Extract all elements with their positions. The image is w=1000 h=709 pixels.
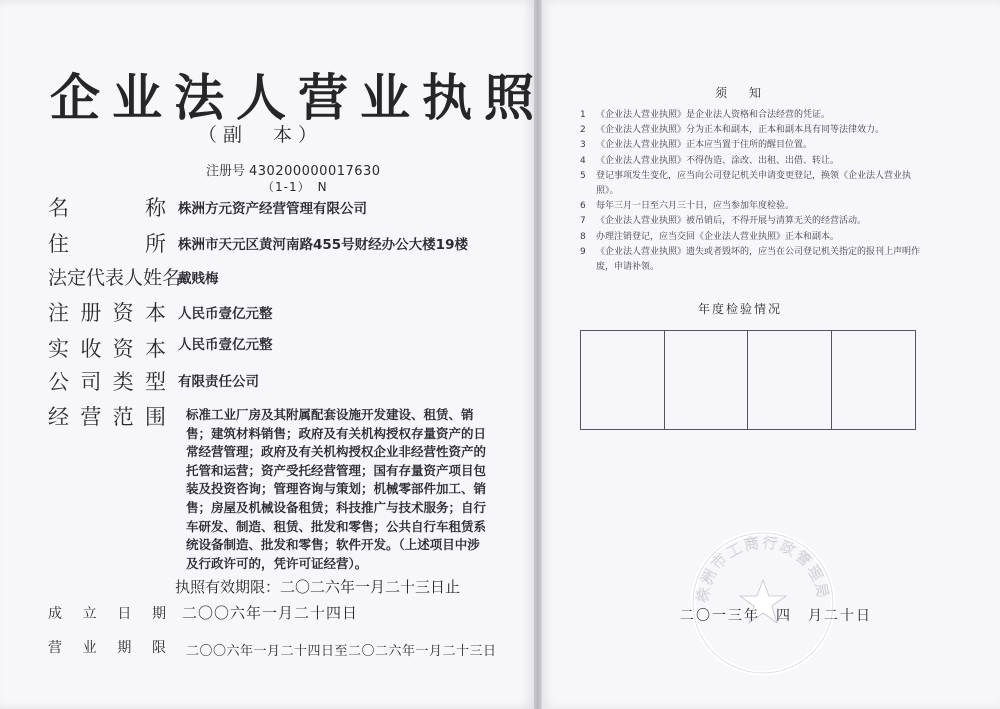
inspection-cell [581, 331, 665, 429]
established-label: 成 立 日 期 [48, 606, 166, 622]
annual-inspection-title: 年度检验情况 [698, 302, 783, 316]
copy-subtitle: （副 本） [198, 124, 324, 146]
annual-inspection-grid [580, 330, 916, 430]
notice-item: 5 登记事项发生变化，应当向公司登记机关申请变更登记，换领《企业法人营业执照》。 [580, 170, 912, 197]
inspection-cell [665, 331, 749, 429]
paid-capital-value: 人民币壹亿元整 [178, 337, 273, 353]
notice-item: 6 每年三月一日至六月三十日，应当参加年度检验。 [580, 201, 795, 212]
business-term-value: 二〇〇六年一月二十四日至二〇二六年一月二十三日 [186, 644, 497, 659]
registration-number [206, 160, 381, 179]
issue-date: 二〇一三年 四 月二十日 [680, 608, 872, 624]
company-type-label: 公 司 类 型 [48, 370, 166, 394]
registration-value: 430200000017630 [249, 164, 381, 179]
seal-text: 株洲市工商行政管理局 [693, 533, 833, 604]
company-type-value: 有限责任公司 [178, 374, 259, 390]
official-seal-icon [688, 528, 838, 678]
scope-label: 经 营 范 围 [48, 405, 166, 429]
legal-rep-value: 戴贱梅 [178, 271, 219, 287]
registration-subcode: （1-1） N [262, 180, 328, 194]
notice-item: 7 《企业法人营业执照》被吊销后，不得开展与清算无关的经营活动。 [580, 216, 867, 227]
registration-label: 注册号 [206, 164, 246, 179]
name-label: 名 称 [48, 196, 166, 220]
notice-item: 1 《企业法人营业执照》是企业法人资格和合法经营的凭证。 [580, 110, 831, 120]
notice-item: 3 《企业法人营业执照》正本应当置于住所的醒目位置。 [580, 140, 813, 151]
inspection-cell [748, 331, 832, 429]
paid-capital-label: 实 收 资 本 [48, 337, 166, 361]
established-value: 二〇〇六年一月二十四日 [182, 604, 359, 622]
license-title: 企业法人营业执照 [50, 68, 546, 127]
address-label: 住 所 [48, 232, 166, 256]
inspection-cell [832, 331, 916, 429]
validity-label: 执照有效期限： [175, 578, 281, 596]
notice-item: 4 《企业法人营业执照》不得伪造、涂改、出租、出借、转让。 [580, 155, 840, 166]
legal-rep-label: 法定代表人姓名 [48, 267, 182, 289]
notice-item: 8 办理注销登记，应当交回《企业法人营业执照》正本和副本。 [580, 231, 840, 242]
license-validity [175, 576, 460, 597]
notice-list [580, 108, 920, 275]
registered-capital-label: 注 册 资 本 [48, 301, 166, 325]
business-scope: 标准工业厂房及其附属配套设施开发建设、租赁、销售；建筑材料销售；政府及有关机构授权存量资产的日常经营管理；政府及有关机构授权企业非经营性资产的托管和运营；资产受托经营管理；国有存量资产项目包装及投资咨询；管理咨询与策划；机械零部件加工、销售；房屋及机械设备租赁；科技推广与技术服务；自行车研发、制造、租赁、批发和零售；公共自行车租赁系统设备制造、批发和零售；软件开发。（上述项目中涉及行政许可的，凭许可证经营）。 [186, 407, 487, 571]
notice-item: 9 《企业法人营业执照》遗失或者毁坏的，应当在公司登记机关指定的报刊上声明作废，申请补领。 [580, 246, 921, 273]
notice-title: 须知 [715, 86, 784, 100]
registered-capital-value: 人民币壹亿元整 [178, 306, 273, 322]
company-name: 株洲方元资产经营管理有限公司 [178, 201, 367, 217]
business-term-label: 营 业 期 限 [48, 640, 166, 656]
company-address: 株洲市天元区黄河南路455号财经办公大楼19楼 [178, 237, 468, 253]
notice-item: 2 《企业法人营业执照》分为正本和副本，正本和副本具有同等法律效力。 [580, 125, 885, 136]
validity-value: 二〇二六年一月二十三日止 [280, 578, 461, 596]
